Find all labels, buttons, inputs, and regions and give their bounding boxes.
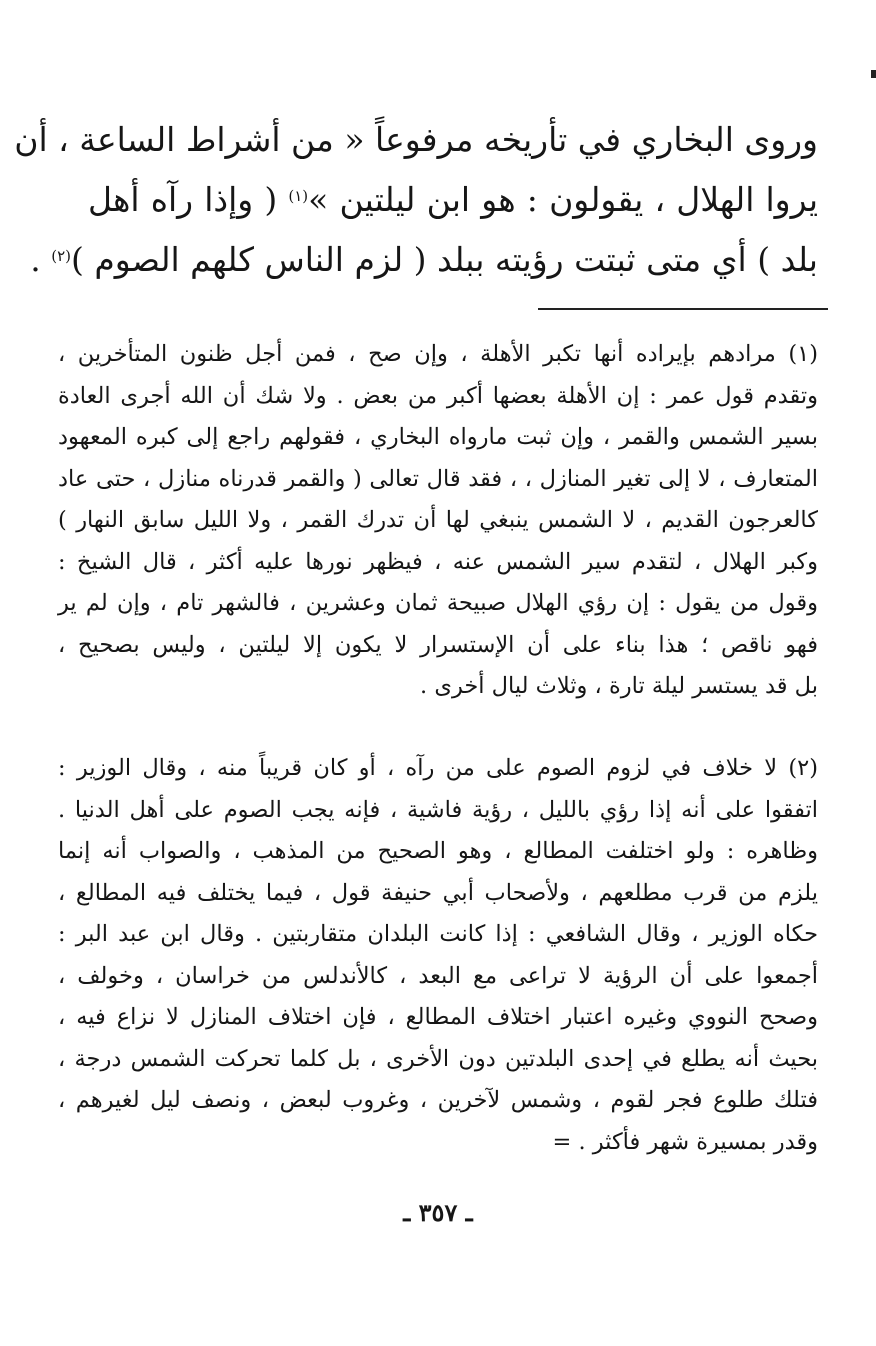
footnote-line: يلزم من قرب مطلعهم ، ولأصحاب أبي حنيفة قول ، فيما يختلف فيه المطالع ، [58, 879, 818, 906]
footnote-line: أجمعوا على أن الرؤية لا تراعى مع البعد ، كالأندلس من خراسان ، وخولف ، [58, 962, 818, 989]
footnote-line: بل قد يستسر ليلة تارة ، وثلاث ليال أخرى . [420, 673, 818, 699]
footnote-ref-1: (١) [288, 187, 309, 205]
footnote-line: وقول من يقول : إن رؤي الهلال صبيحة ثمان وعشرين ، فالشهر تام ، وإن لم ير [58, 590, 818, 616]
footnote-line: (١) مرادهم بإيراده أنها تكبر الأهلة ، وإن صح ، فمن أجل ظنون المتأخرين ، [58, 341, 818, 367]
edge-mark [871, 70, 876, 78]
main-line-text: يروا الهلال ، يقولون : هو ابن ليلتين » [308, 180, 819, 219]
footnote-line: وصحح النووي وغيره اعتبار اختلاف المطالع ، فإن اختلاف المنازل لا نزاع فيه ، [58, 1004, 818, 1030]
main-line [88, 170, 818, 230]
footnote-line: (٢) لا خلاف في لزوم الصوم على من رآه ، أو كان قريباً منه ، وقال الوزير : [58, 755, 818, 781]
main-line-text: وروى البخاري في تأريخه مرفوعاً « من أشراط الساعة ، أن [14, 120, 818, 159]
main-line-text: . [30, 240, 52, 279]
footnote-line: وظاهره : ولو اختلفت المطالع ، وهو الصحيح من المذهب ، والصواب أنه إنما [58, 838, 818, 864]
page-number: ـ ٣٥٧ ـ [403, 1198, 473, 1227]
footnote-line: وقدر بمسيرة شهر فأكثر . = [552, 1128, 818, 1155]
main-text [14, 110, 819, 290]
main-line-text: ( وإذا رآه أهل [88, 180, 289, 219]
footnote-separator [538, 308, 828, 310]
main-line [14, 110, 818, 170]
footnote-line: كالعرجون القديم ، لا الشمس ينبغي لها أن تدرك القمر ، ولا الليل سابق النهار ) [58, 507, 818, 533]
footnote-line: اتفقوا على أنه إذا رؤي بالليل ، رؤية فاشية ، فإنه يجب الصوم على أهل الدنيا . [58, 796, 818, 823]
main-line-text: بلد ) أي متى ثبتت رؤيته ببلد ( لزم الناس كلهم الصوم ) [70, 240, 818, 279]
footnote-1 [58, 334, 818, 708]
footnote-line: حكاه الوزير ، وقال الشافعي : إذا كانت البلدان متقاربتين . وقال ابن عبد البر : [58, 921, 818, 947]
footnote-2 [58, 748, 818, 1163]
main-line [30, 230, 818, 290]
footnote-ref-2: (٢) [51, 247, 71, 265]
footnote-line: بحيث أنه يطلع في إحدى البلدتين دون الأخرى ، بل كلما تحركت الشمس درجة ، [58, 1045, 818, 1072]
footnote-line: وتقدم قول عمر : إن الأهلة بعضها أكبر من بعض . ولا شك أن الله أجرى العادة [58, 382, 818, 409]
footnote-line: فهو ناقص ؛ هذا بناء على أن الإستسرار لا يكون إلا ليلتين ، وليس بصحيح ، [58, 631, 818, 658]
footnote-line: بسير الشمس والقمر ، وإن ثبت مارواه البخاري ، فقولهم راجع إلى كبره المعهود [58, 424, 818, 450]
footnote-line: فتلك طلوع فجر لقوم ، وشمس لآخرين ، وغروب لبعض ، ونصف ليل لغيرهم ، [58, 1087, 818, 1113]
footnote-line: وكبر الهلال ، لتقدم سير الشمس عنه ، فيظهر نورها عليه أكثر ، قال الشيخ : [58, 548, 818, 575]
footnote-line: المتعارف ، لا إلى تغير المنازل ، ، فقد قال تعالى ( والقمر قدرناه منازل ، حتى عاد [58, 465, 818, 492]
